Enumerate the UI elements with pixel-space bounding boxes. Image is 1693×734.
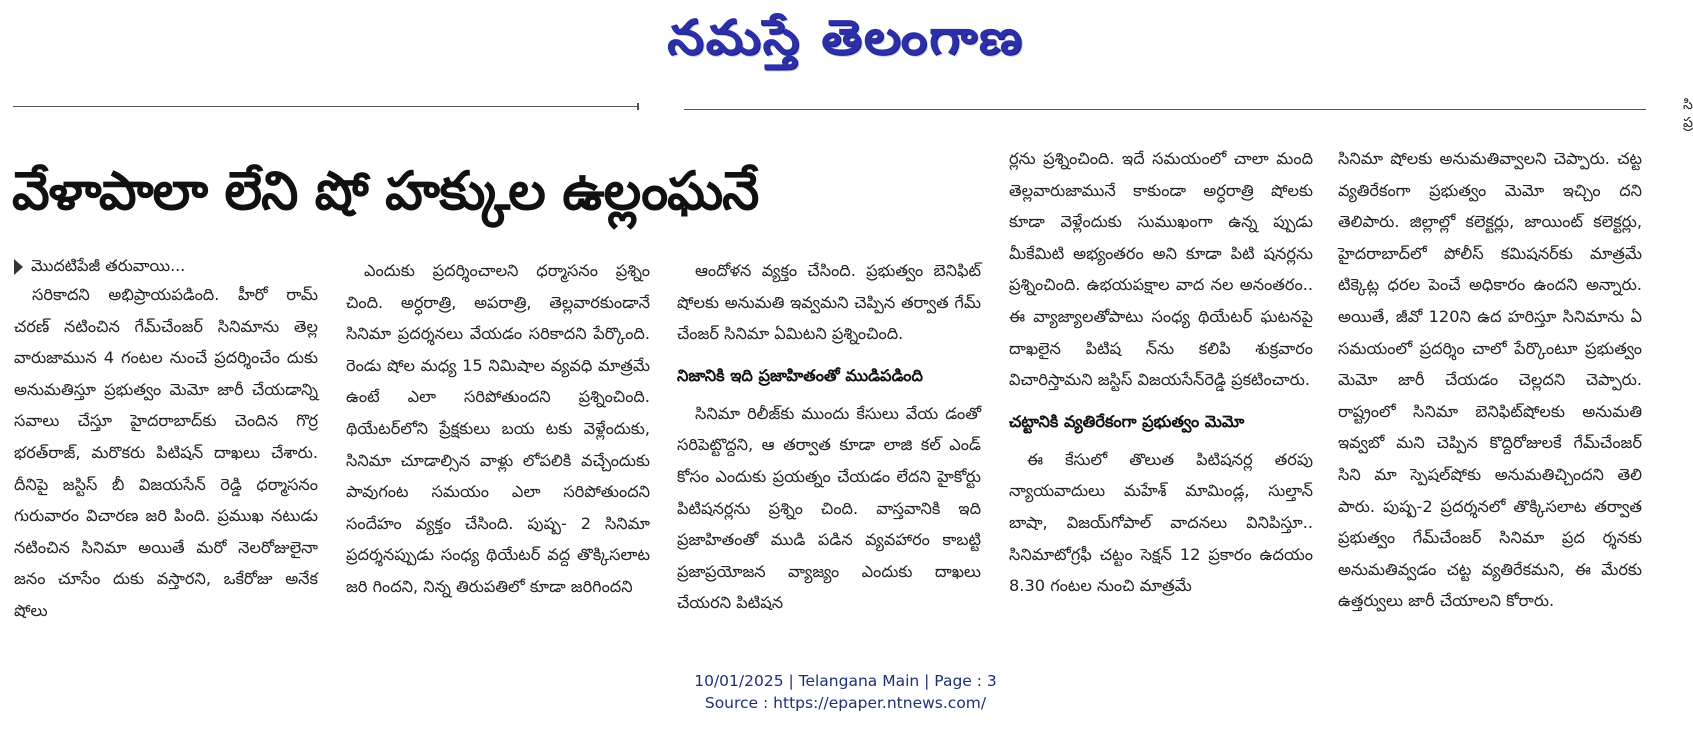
article-paragraph: ఈ కేసులో తొలుత పిటిషనర్ల తరపు న్యాయవాదులు మహేశ్ మామిండ్ల, సుల్తాన్ బాషా, విజయ్‌గోపాల్ వాదనలు వినిపిస్తూ.. సినిమాటోగ్రఫీ చట్టం సెక్షన్ 12 ప్రకారం ఉదయం 8.30 గంటల నుంచి మాత్రమే (1009, 449, 1313, 596)
article-paragraph: సినిమా షోలకు అనుమతివ్వాలని చెప్పారు. చట్ట వ్యతిరేకంగా ప్రభుత్వం మెమో ఇచ్చిం దని తెలిపారు. జిల్లాల్లో కలెక్టర్లు, జాయింట్ కలెక్టర్లు, హైదరాబాద్‌లో పోలీస్ కమిషనర్‌కు మాత్రమే టిక్కెట్ల ధరల పెంచే అధికారం ఉందని అన్నారు. అయితే, జీవో 120ని ఉద హరిస్తూ సినిమాను ఏ సమయంలో ప్రదర్శిం చాలో పేర్కొంటూ ప్రభుత్వం మెమో జారీ చేయడం చెల్లదని చెప్పారు. రాష్ట్రంలో సినిమా బెనిఫిట్‌షోలకు అనుమతి ఇవ్వబో మని చెప్పిన కొద్దిరోజులకే గేమ్‌చేంజర్ సిని మా స్పెషల్‌షోకు అనుమతిచ్చిందని తెలి పారు. పుష్ప-2 ప్రదర్శనలో తొక్కిసలాట తర్వాత ప్రభుత్వం గేమ్‌చేంజర్ సినిమా ప్రద ర్శనకు అనుమతివ్వడం చట్ట వ్యతిరేకమని, ఈ మేరకు ఉత్తర్వులు జారీ చేయాలని కోరారు. (1338, 149, 1642, 611)
newspaper-logo: నమస్తే తెలంగాణ (667, 10, 1024, 66)
chevron-right-icon (14, 259, 23, 275)
masthead-rule-cap (637, 103, 639, 110)
article-paragraph: ఆందోళన వ్యక్తం చేసింది. ప్రభుత్వం బెనిఫిట్ షోలకు అనుమతి ఇవ్వమని చెప్పిన తర్వాత గేమ్ చేంజర్ సినిమా ఏమిటని ప్రశ్నించింది. (677, 261, 981, 344)
article-paragraph: సినిమా రిలీజ్‌కు ముందు కేసులు వేయ డంతో సరిపెట్టొద్దని, ఆ తర్వాత కూడా లాజి కల్ ఎండ్ కోసం ఎందుకు ప్రయత్నం చేయడం లేదని హైకోర్టు పిటిషనర్లను ప్రశ్నిం చింది. వాస్తవానికి ఇది ప్రజాహితంతో ముడి పడిన వ్యవహారం కాబట్టి ప్రజాప్రయోజన వ్యాజ్యం ఎందుకు దాఖలు చేయరని పిటిషన (677, 403, 981, 613)
article-column-1 (14, 279, 318, 620)
masthead-rule-right (684, 109, 1646, 110)
page-footer (0, 670, 1691, 714)
article-paragraph: సరికాదని అభిప్రాయపడింది. హీరో రామ్ చరణ్ నటించిన గేమ్‌చేంజర్ సినిమాను తెల్ల వారుజామున 4 గంటల నుంచే ప్రదర్శించేం దుకు అనుమతిస్తూ ప్రభుత్వం మెమో జారీ చేయడాన్ని సవాలు చేస్తూ హైదరాబాద్‌కు చెందిన గొర్ర భరత్‌రాజ్, మరొకరు పిటిషన్ దాఖలు చేశారు. దీనిపై జస్టిస్ బీ విజయసేన్ రెడ్డి ధర్మాసనం గురువారం విచారణ జరి పింది. ప్రముఖ నటుడు నటించిన సినిమా అయితే మరో నెలరోజులైనా జనం చూసేం దుకు వస్తారని, ఒకేరోజు అనేక షోలు (14, 285, 318, 620)
article-column-4 (1009, 143, 1313, 603)
article-paragraph: ర్లను ప్రశ్నించింది. ఇదే సమయంలో చాలా మంది తెల్లవారుజామునే కాకుండా అర్ధరాత్రి షోలకు కూడా వెళ్లేందుకు సుముఖంగా ఉన్న ప్పుడు మీకేమిటి అభ్యంతరం అని కూడా పిటి షనర్లను ప్రశ్నించింది. ఉభయపక్షాల వాద నల అనంతరం.. ఈ వ్యాజ్యాలతోపాటు సంధ్య థియేటర్ ఘటనపై దాఖలైన పిటిష న్‌ను కలిపి శుక్రవారం విచారిస్తామని జస్టిస్ విజయసేన్‌రెడ్డి ప్రకటించారు. (1009, 149, 1313, 390)
masthead-rule-left (13, 106, 639, 107)
article-subheading: నిజానికి ఇది ప్రజాహితంతో ముడిపడింది (677, 365, 923, 385)
masthead (0, 6, 1691, 70)
article-headline: వేళాపాలా లేని షో హక్కుల ఉల్లంఘనే (12, 161, 759, 222)
footer-source-link[interactable]: Source : https://epaper.ntnews.com/ (704, 694, 987, 712)
article-column-5 (1338, 143, 1642, 611)
footer-edition-info: 10/01/2025 | Telangana Main | Page : 3 (694, 672, 997, 690)
continued-from-text: మొదటిపేజీ తరువాయి... (31, 256, 186, 275)
continued-from-label (14, 252, 318, 280)
article-column-2 (346, 255, 650, 595)
article-column-3 (677, 255, 981, 613)
adjacent-article-fragment: సి ప్ర (1683, 97, 1693, 131)
article-subheading: చట్టానికి వ్యతిరేకంగా ప్రభుత్వం మెమో (1009, 411, 1245, 431)
article-paragraph: ఎందుకు ప్రదర్శించాలని ధర్మాసనం ప్రశ్నిం చింది. అర్ధరాత్రి, అపరాత్రి, తెల్లవారకుండానే సినిమా ప్రదర్శనలు వేయడం సరికాదని పేర్కొంది. రెండు షోల మధ్య 15 నిమిషాల వ్యవధి మాత్రమే ఉంటే ఎలా సరిపోతుందని ప్రశ్నించింది. థియేటర్‌లోని ప్రేక్షకులు బయ టకు వెళ్లేందుకు, సినిమా చూడాల్సిన వాళ్లు లోపలికి వచ్చేందుకు పావుగంట సమయం ఎలా సరిపోతుందని సందేహం వ్యక్తం చేసింది. పుష్ప- 2 సినిమా ప్రదర్శనప్పుడు సంధ్య థియేటర్ వద్ద తొక్కిసలాట జరి గిందని, నిన్న తిరుపతిలో కూడా జరిగిందని (346, 261, 650, 596)
